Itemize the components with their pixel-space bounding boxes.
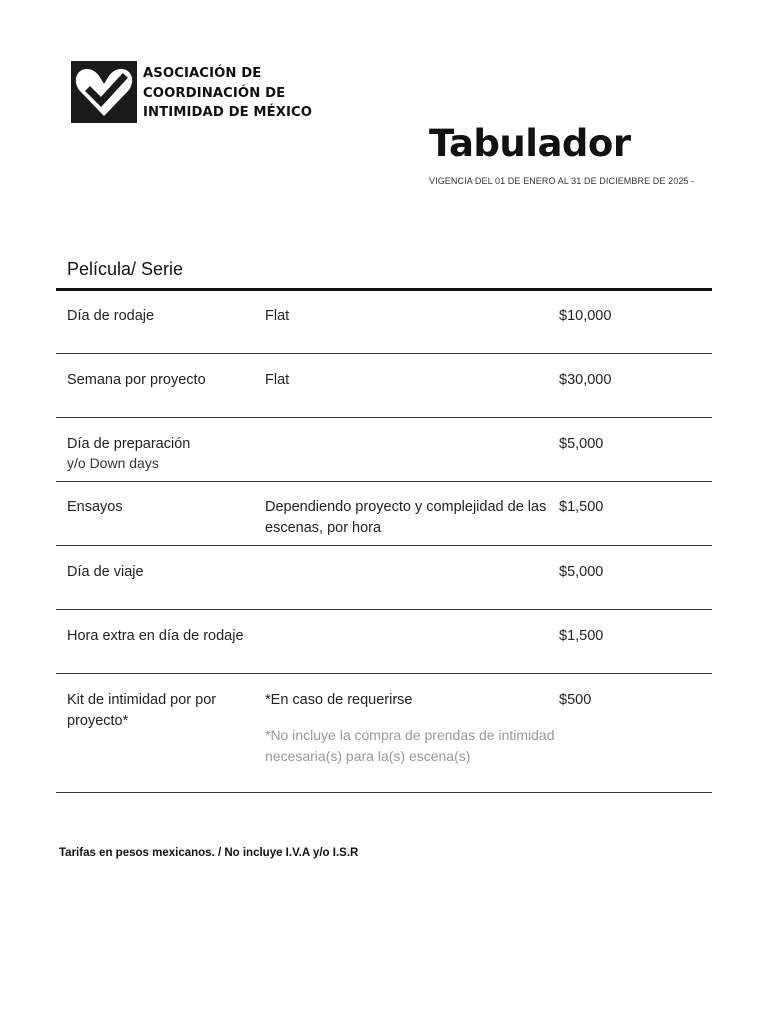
logo-line: ASOCIACIÓN DE — [143, 66, 262, 81]
row-concept: Día de preparación — [67, 436, 191, 452]
row-price: $1,500 — [559, 499, 604, 515]
validity-period: VIGENCIA DEL 01 DE ENERO AL 31 DE DICIEMBRE DE 2025 - — [429, 176, 695, 186]
row-concept: Día de rodaje — [67, 308, 155, 324]
row-detail-group — [265, 690, 555, 767]
row-note: *No incluye la compra de prendas de intimidad necesaria(s) para la(s) escena(s) — [265, 727, 555, 764]
row-concept: Kit de intimidad por por proyecto* — [67, 692, 217, 729]
row-concept: Día de viaje — [67, 564, 144, 580]
row-detail: Flat — [265, 372, 290, 388]
row-concept: Ensayos — [67, 499, 123, 515]
logo-line: COORDINACIÓN DE — [143, 85, 286, 101]
section-title: Película/ Serie — [67, 259, 184, 279]
row-concept: Semana por proyecto — [67, 372, 206, 388]
table-row — [56, 674, 712, 793]
row-price: $10,000 — [559, 308, 612, 324]
row-price: $30,000 — [559, 372, 612, 388]
organization-name — [143, 64, 312, 123]
row-concept-sub: y/o Down days — [67, 455, 159, 471]
heart-check-icon — [71, 61, 137, 123]
row-price: $5,000 — [559, 564, 604, 580]
table-row — [56, 354, 712, 418]
logo-line: INTIMIDAD DE MÉXICO — [143, 105, 313, 120]
row-concept-group — [67, 434, 257, 471]
rates-table — [56, 291, 712, 793]
table-row — [56, 418, 712, 482]
row-price: $1,500 — [559, 628, 604, 644]
table-row — [56, 291, 712, 354]
row-concept: Hora extra en día de rodaje — [67, 628, 244, 644]
page-title: Tabulador — [429, 122, 631, 165]
row-price: $5,000 — [559, 436, 604, 452]
table-row — [56, 610, 712, 674]
footer-note: Tarifas en pesos mexicanos. / No incluye I.V.A y/o I.S.R — [59, 847, 359, 859]
organization-logo — [71, 61, 312, 123]
table-row — [56, 482, 712, 546]
row-detail: Flat — [265, 308, 290, 324]
row-price: $500 — [559, 692, 592, 708]
row-detail: *En caso de requerirse — [265, 692, 413, 708]
row-detail: Dependiendo proyecto y complejidad de las escenas, por hora — [265, 499, 547, 536]
table-row — [56, 546, 712, 610]
